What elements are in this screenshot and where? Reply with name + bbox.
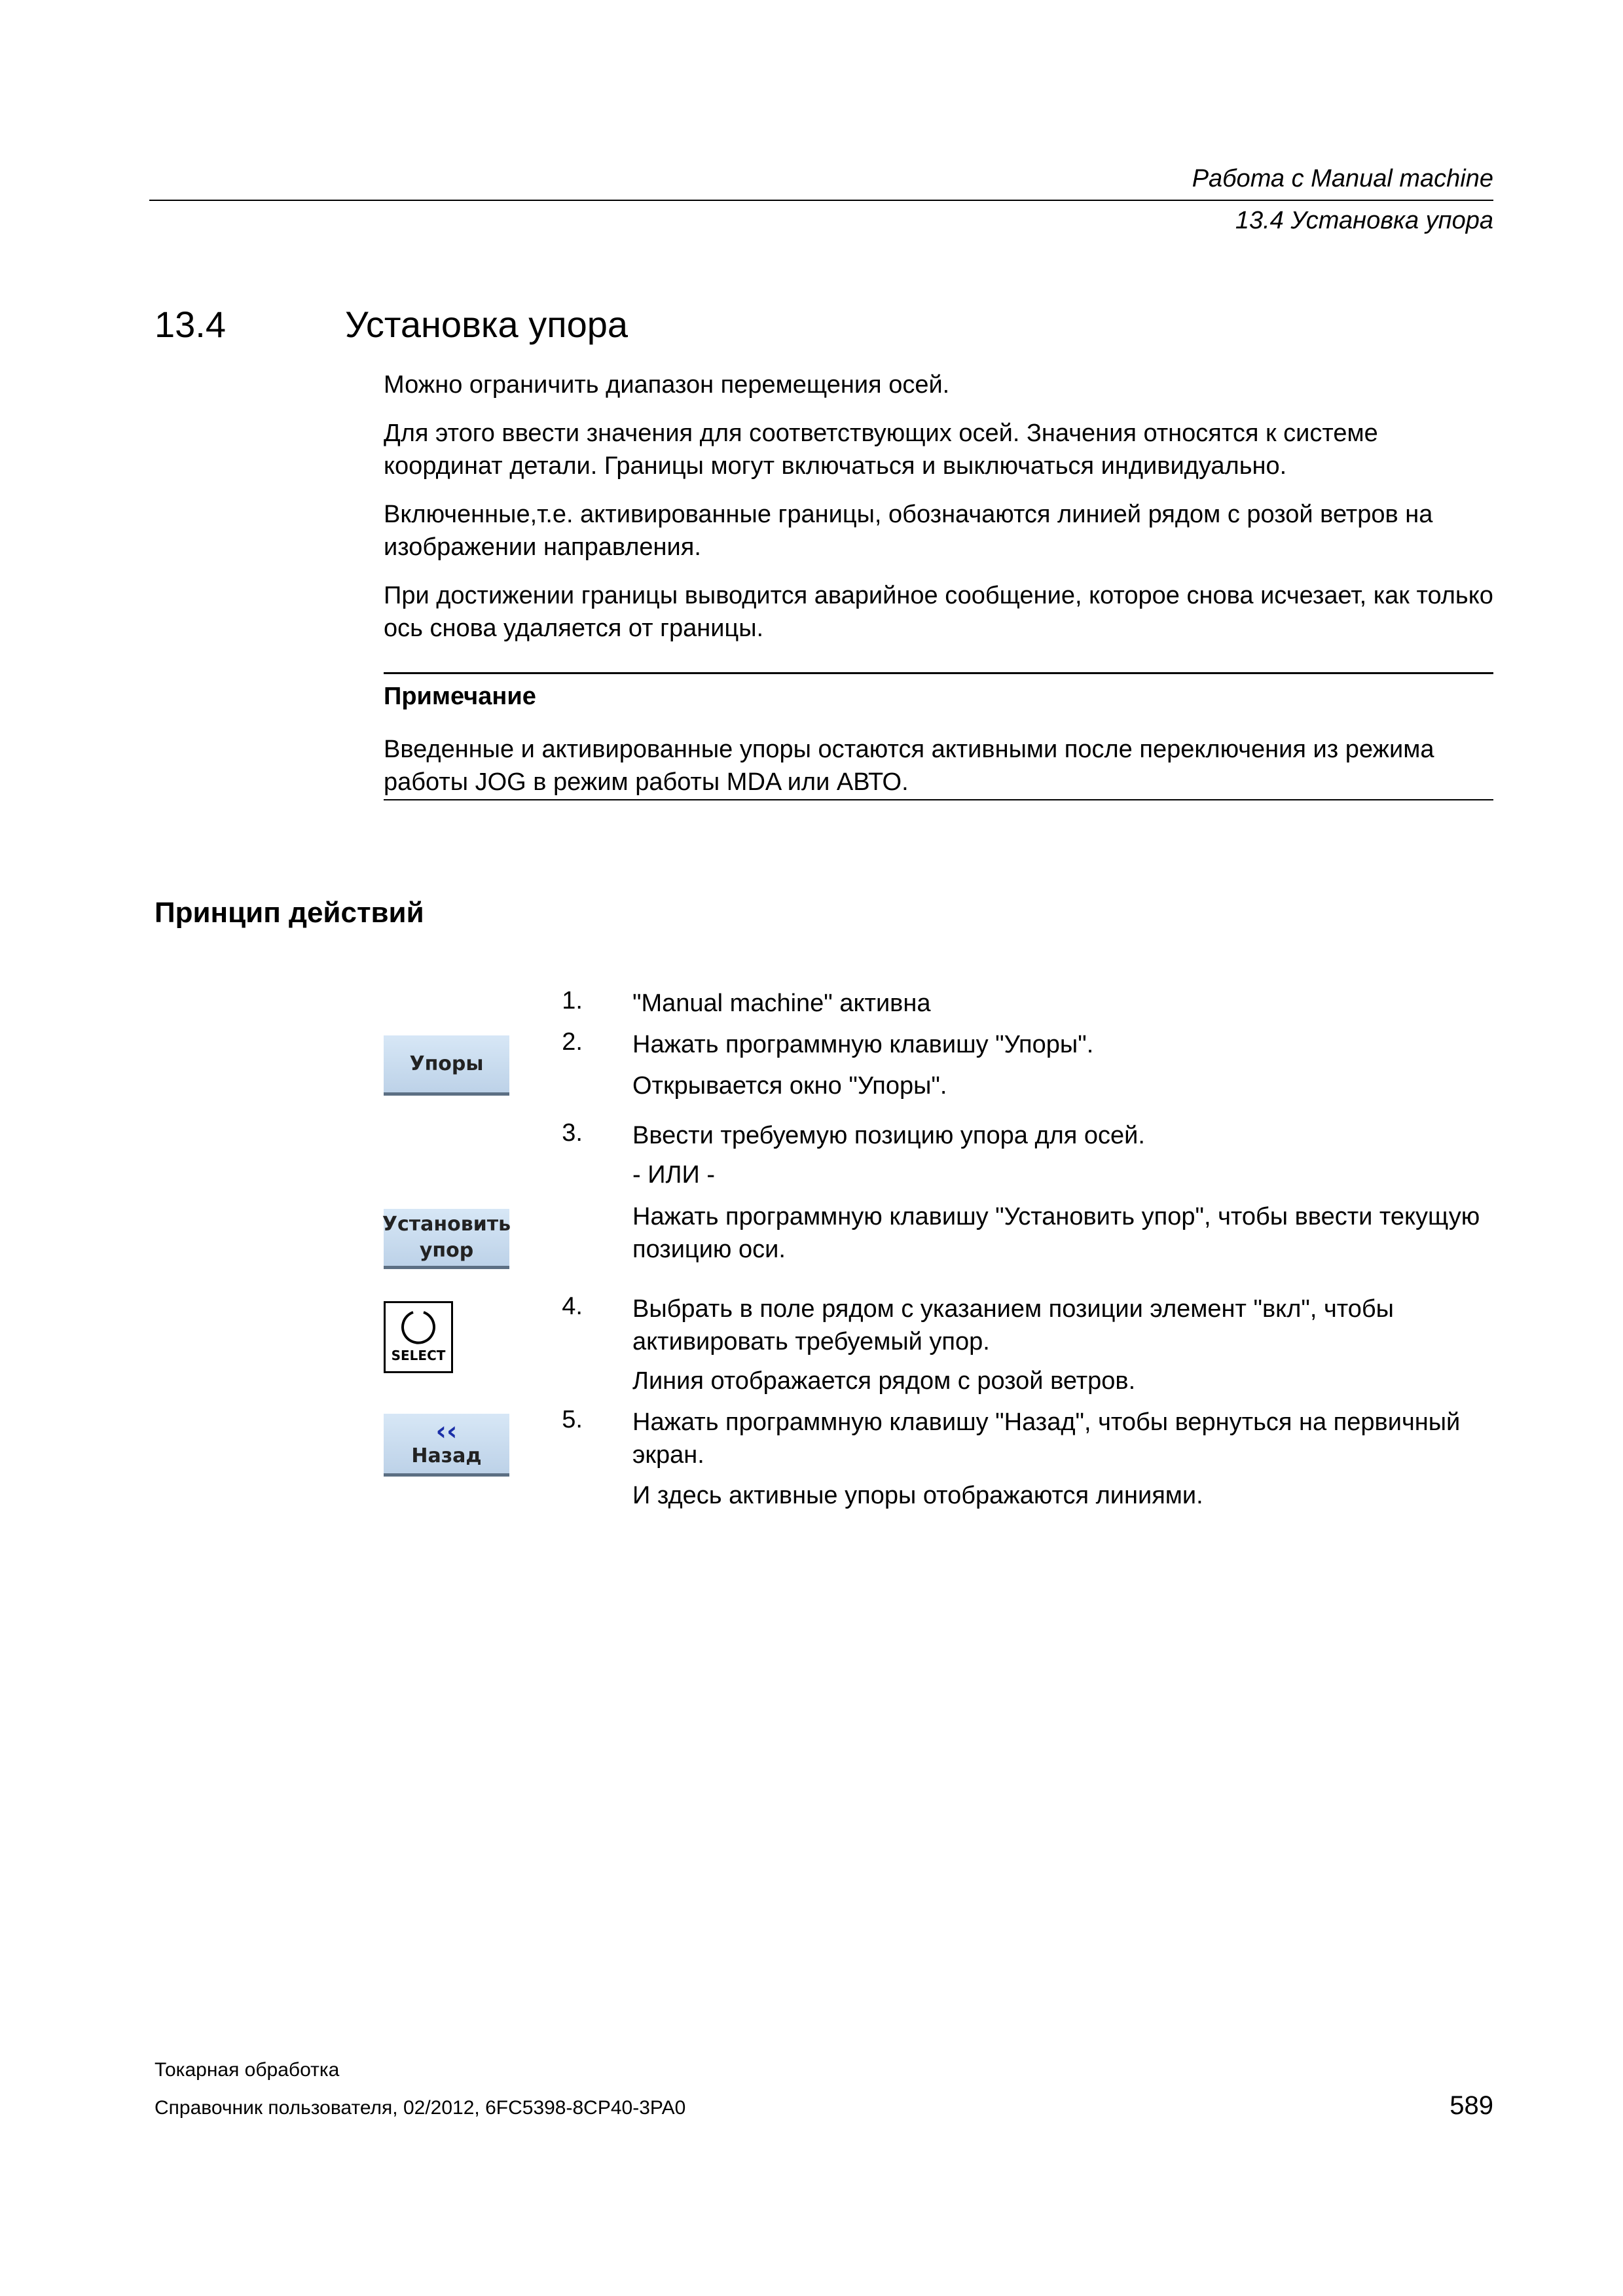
footer-product: Токарная обработка — [155, 2059, 340, 2081]
set-stop-softkey — [384, 1209, 509, 1269]
step-result: Линия отображается рядом с розой ветров. — [632, 1367, 1136, 1395]
select-circle-icon — [400, 1308, 437, 1345]
note-heading: Примечание — [384, 683, 536, 710]
step-number: 1. — [562, 987, 583, 1014]
back-softkey-label: Назад — [411, 1444, 482, 1467]
step-text: Выбрать в поле рядом с указанием позиции элемент "вкл", чтобы активировать требуемый упор. — [632, 1295, 1394, 1355]
section-number: 13.4 — [155, 304, 226, 345]
back-arrows-icon: ‹‹ — [435, 1416, 458, 1446]
set-stop-softkey-line2: упор — [419, 1238, 474, 1262]
step-number: 4. — [562, 1293, 583, 1320]
section-title: Установка упора — [345, 304, 629, 345]
step-or: - ИЛИ - — [632, 1161, 715, 1189]
step-number: 2. — [562, 1028, 583, 1056]
select-key — [384, 1301, 453, 1373]
footer-doc-info: Справочник пользователя, 02/2012, 6FC5398-8CP40-3PA0 — [155, 2097, 686, 2119]
step-text: Нажать программную клавишу "Назад", чтобы вернуться на первичный экран. — [632, 1408, 1461, 1469]
step-text: Ввести требуемую позицию упора для осей. — [632, 1122, 1145, 1149]
paragraph: Включенные,т.е. активированные границы, обозначаются линией рядом с розой ветров на изображении направления. — [384, 501, 1433, 561]
step-text: "Manual machine" активна — [632, 990, 931, 1017]
stops-softkey-label: Упоры — [409, 1052, 484, 1075]
note-bottom-rule — [384, 799, 1493, 800]
back-softkey — [384, 1414, 509, 1477]
running-header-chapter: Работа с Manual machine — [1192, 165, 1493, 192]
step-result: Открывается окно "Упоры". — [632, 1072, 947, 1100]
step-number: 5. — [562, 1406, 583, 1433]
select-key-label: SELECT — [391, 1348, 446, 1363]
step-alternative: Нажать программную клавишу "Установить упор", чтобы ввести текущую позицию оси. — [632, 1203, 1480, 1263]
note-top-rule — [384, 672, 1493, 674]
paragraph: Для этого ввести значения для соответствующих осей. Значения относятся к системе координат детали. Границы могут включаться и выключаться индивидуально. — [384, 420, 1378, 480]
paragraph: При достижении границы выводится аварийное сообщение, которое снова исчезает, как только ось снова удаляется от границы. — [384, 582, 1493, 642]
page-number: 589 — [1450, 2091, 1493, 2120]
stops-softkey — [384, 1035, 509, 1096]
procedure-heading: Принцип действий — [155, 897, 424, 929]
step-text: Нажать программную клавишу "Упоры". — [632, 1031, 1094, 1058]
set-stop-softkey-line1: Установить — [382, 1212, 511, 1236]
note-text: Введенные и активированные упоры остаются активными после переключения из режима работы JOG в режим работы MDA или АВТО. — [384, 736, 1434, 796]
paragraph: Можно ограничить диапазон перемещения осей. — [384, 371, 950, 399]
step-number: 3. — [562, 1119, 583, 1147]
step-result: И здесь активные упоры отображаются линиями. — [632, 1482, 1203, 1509]
running-header-section: 13.4 Установка упора — [1235, 207, 1493, 234]
header-rule — [149, 200, 1493, 201]
